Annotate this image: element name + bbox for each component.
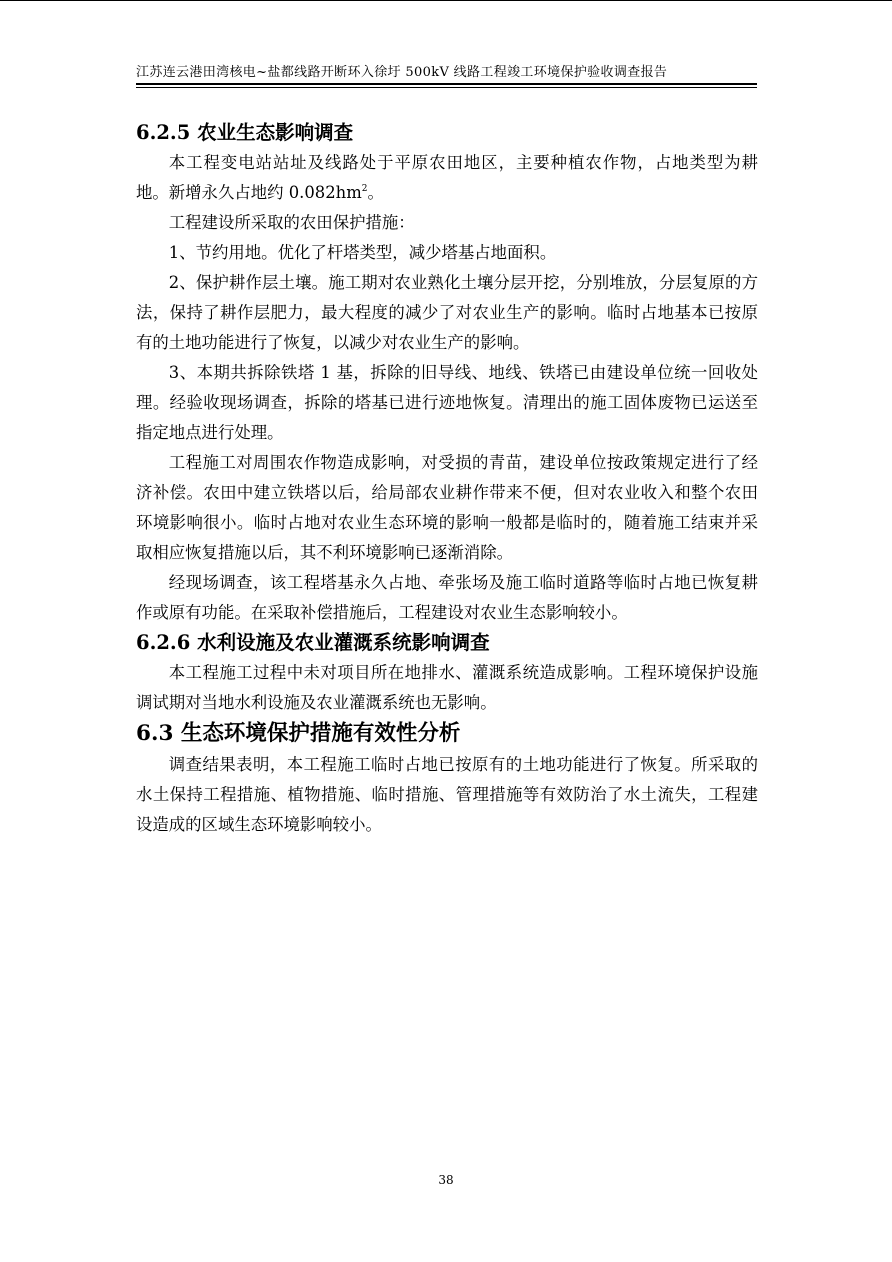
- paragraph: 经现场调查，该工程塔基永久占地、牵张场及施工临时道路等临时占地已恢复耕作或原有功能。在采取补偿措施后，工程建设对农业生态影响较小。: [136, 573, 758, 622]
- header-rule: [136, 83, 757, 85]
- heading-6-2-6: 6.2.6 水利设施及农业灌溉系统影响调查: [136, 631, 490, 654]
- heading-6-3: 6.3 生态环境保护措施有效性分析: [136, 721, 461, 746]
- heading-6-2-5: 6.2.5 农业生态影响调查: [136, 121, 354, 144]
- running-header: 江苏连云港田湾核电~盐都线路开断环入徐圩 500kV 线路工程竣工环境保护验收调查报告: [136, 65, 668, 80]
- paragraph: 调查结果表明，本工程施工临时占地已按原有的土地功能进行了恢复。所采取的水土保持工程措施、植物措施、临时措施、管理措施等有效防治了水土流失，工程建设造成的区域生态环境影响较小。: [136, 755, 758, 834]
- list-item: 2、保护耕作层土壤。施工期对农业熟化土壤分层开挖，分别堆放，分层复原的方法，保持了耕作层肥力，最大程度的减少了对农业生产的影响。临时占地基本已按原有的土地功能进行了恢复，以减少对农业生产的影响。: [136, 273, 758, 352]
- page-top-border: [0, 0, 892, 1]
- paragraph-period: 。: [367, 183, 384, 202]
- paragraph: 工程建设所采取的农田保护措施：: [168, 213, 415, 232]
- list-item: 3、本期共拆除铁塔 1 基，拆除的旧导线、地线、铁塔已由建设单位统一回收处理。经验收现场调查，拆除的塔基已进行迹地恢复。清理出的施工固体废物已运送至指定地点进行处理。: [136, 363, 758, 442]
- header-rule-thin: [136, 87, 757, 88]
- document-body: [136, 118, 758, 840]
- page-number: 38: [438, 1173, 454, 1187]
- paragraph: [136, 148, 758, 208]
- superscript-exponent: 2: [361, 184, 368, 194]
- paragraph: 本工程施工过程中未对项目所在地排水、灌溉系统造成影响。工程环境保护设施调试期对当地水利设施及农业灌溉系统也无影响。: [136, 663, 758, 712]
- paragraph: 工程施工对周围农作物造成影响，对受损的青苗，建设单位按政策规定进行了经济补偿。农田中建立铁塔以后，给局部农业耕作带来不便，但对农业收入和整个农田环境影响很小。临时占地对农业生态环境的影响一般都是临时的，随着施工结束并采取相应恢复措施以后，其不利环境影响已逐渐消除。: [136, 453, 758, 562]
- paragraph-text: 本工程变电站站址及线路处于平原农田地区，主要种植农作物，占地类型为耕地。新增永久占地约 0.082hm: [136, 153, 758, 202]
- list-item: 1、节约用地。优化了杆塔类型，减少塔基占地面积。: [168, 243, 557, 262]
